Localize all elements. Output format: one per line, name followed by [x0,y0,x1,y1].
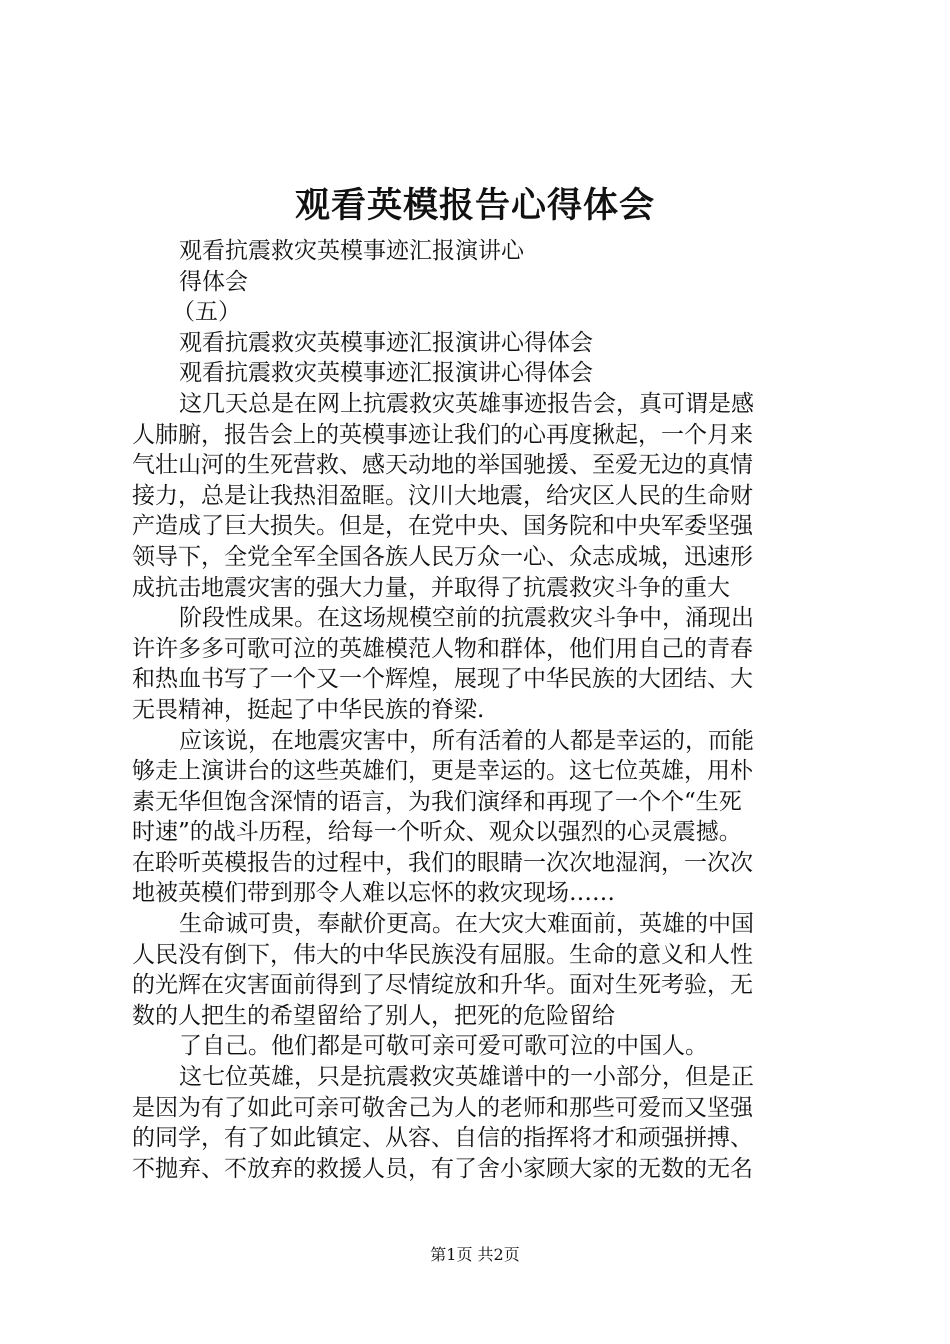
text-line: 领导下，全党全军全国各族人民万众一心、众志成城，迅速形 [132,543,753,570]
text-line: 时速”的战斗历程，给每一个听众、观众以强烈的心灵震撼。 [132,819,742,846]
text-line: 不抛弃、不放弃的救援人员，有了舍小家顾大家的无数的无名 [132,1155,753,1182]
text-line: 成抗击地震灾害的强大力量，并取得了抗震救灾斗争的重大 [132,574,730,601]
text-line: 无畏精神，挺起了中华民族的脊梁. [132,696,485,723]
text-line: 观看抗震救灾英模事迹汇报演讲心得体会 [179,360,593,387]
text-line: 得体会 [179,268,248,295]
text-line: （五） [172,299,241,326]
page-title: 观看英模报告心得体会 [294,186,655,226]
text-line: 地被英模们带到那令人难以忘怀的救灾现场…… [132,880,615,907]
page-footer: 第1页 共2页 [430,1245,520,1264]
text-line: 素无华但饱含深情的语言，为我们演绎和再现了一个个“生死 [132,788,742,815]
text-line: 生命诚可贵，奉献价更高。在大灾大难面前，英雄的中国 [179,911,754,938]
text-line: 的光辉在灾害面前得到了尽情绽放和升华。面对生死考验，无 [132,972,753,999]
text-line: 这几天总是在网上抗震救灾英雄事迹报告会，真可谓是感 [179,390,754,417]
text-line: 在聆听英模报告的过程中，我们的眼睛一次次地湿润，一次次 [132,849,753,876]
text-line: 人民没有倒下，伟大的中华民族没有屈服。生命的意义和人性 [132,941,753,968]
text-line: 人肺腑，报告会上的英模事迹让我们的心再度揪起，一个月来 [132,421,753,448]
text-line: 是因为有了如此可亲可敬舍己为人的老师和那些可爱而又坚强 [132,1094,753,1121]
text-line: 够走上演讲台的这些英雄们，更是幸运的。这七位英雄，用朴 [132,758,753,785]
text-line: 观看抗震救灾英模事迹汇报演讲心得体会 [179,329,593,356]
text-line: 阶段性成果。在这场规模空前的抗震救灾斗争中，涌现出 [179,605,754,632]
text-line: 这七位英雄，只是抗震救灾英雄谱中的一小部分，但是正 [179,1064,754,1091]
text-line: 许许多多可歌可泣的英雄模范人物和群体，他们用自己的青春 [132,635,753,662]
text-line: 和热血书写了一个又一个辉煌，展现了中华民族的大团结、大 [132,666,753,693]
text-line: 接力，总是让我热泪盈眶。汶川大地震，给灾区人民的生命财 [132,482,753,509]
text-line: 的同学，有了如此镇定、从容、自信的指挥将才和顽强拼搏、 [132,1125,753,1152]
text-line: 气壮山河的生死营救、感天动地的举国驰援、至爱无边的真情 [132,452,753,479]
text-line: 观看抗震救灾英模事迹汇报演讲心 [179,238,524,264]
text-line: 产造成了巨大损失。但是，在党中央、国务院和中央军委坚强 [132,513,753,540]
document-body [132,236,832,1184]
text-line: 了自己。他们都是可敬可亲可爱可歌可泣的中国人。 [179,1033,708,1060]
text-line: 应该说，在地震灾害中，所有活着的人都是幸运的，而能 [179,727,754,754]
text-line: 数的人把生的希望留给了别人，把死的危险留给 [132,1002,615,1029]
